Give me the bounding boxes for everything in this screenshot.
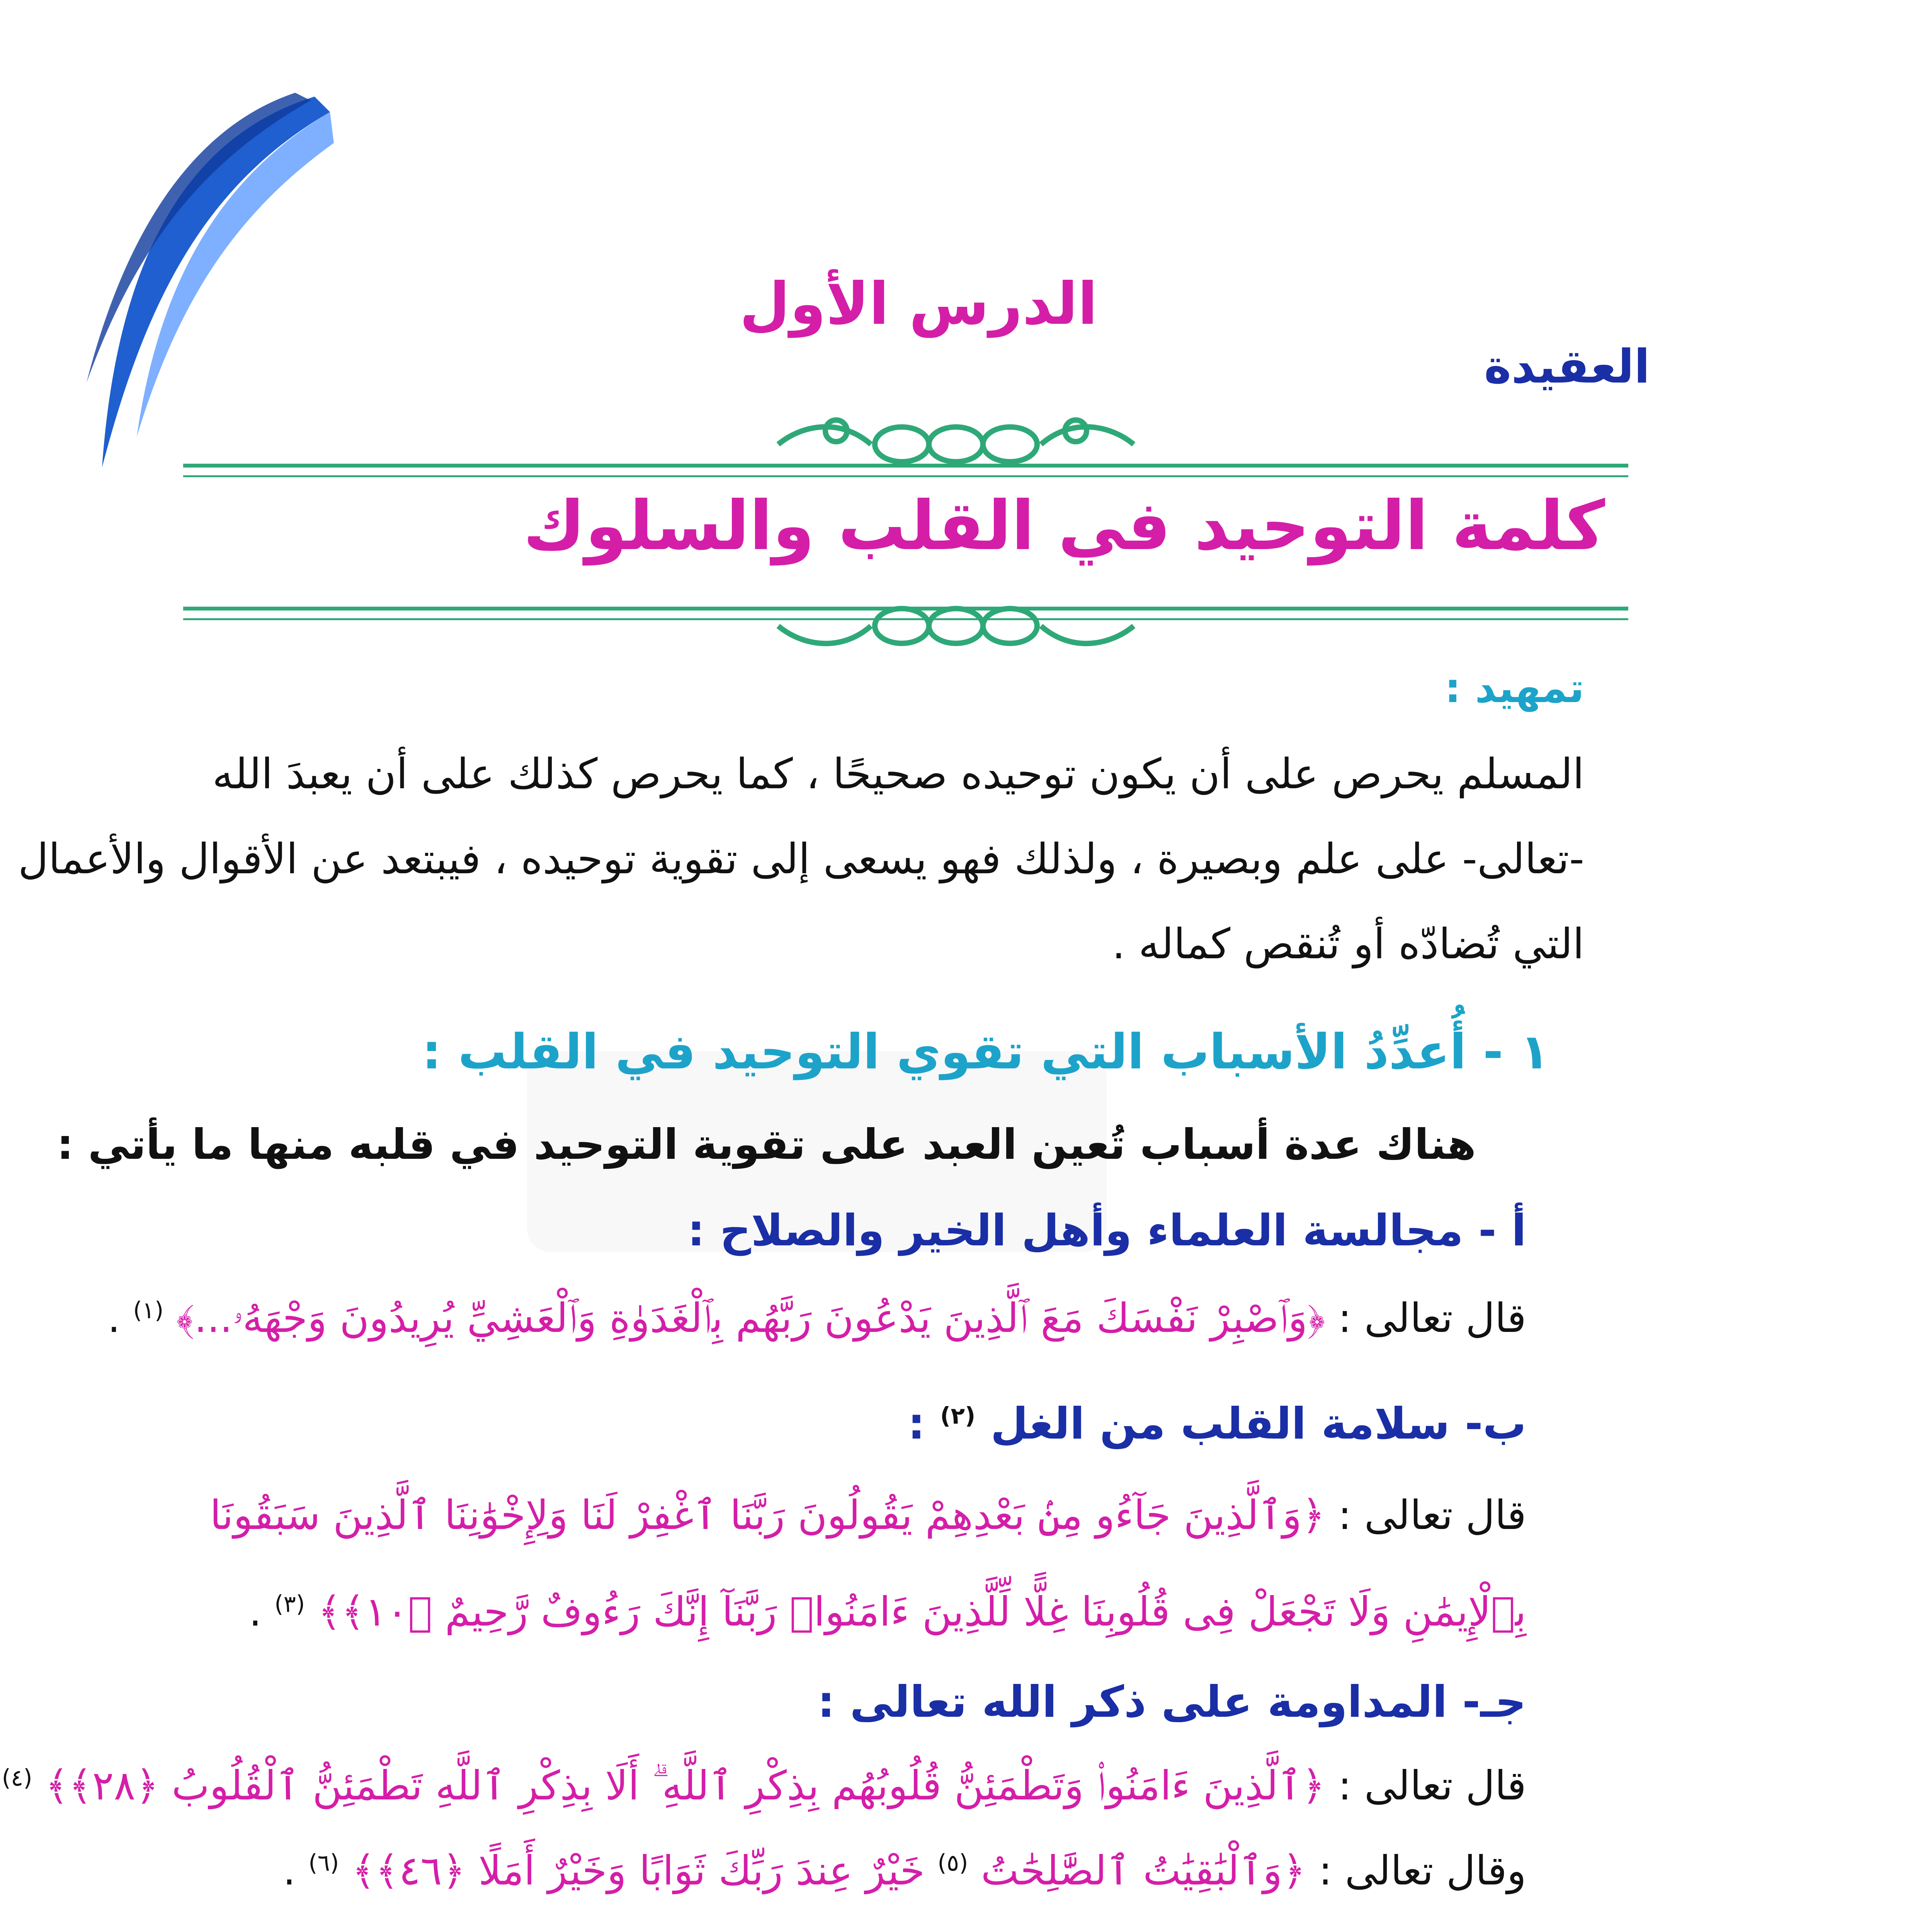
corner-swoosh-decoration bbox=[63, 89, 334, 475]
section-c-lead-1: قال تعالى : bbox=[1338, 1762, 1526, 1809]
section-a-lead: قال تعالى : bbox=[1338, 1294, 1526, 1342]
section-c-end-2: . bbox=[283, 1847, 296, 1894]
section-c-line-1 bbox=[0, 1762, 1526, 1810]
section-a-heading: أ - مجالسة العلماء وأهل الخير والصلاح : bbox=[687, 1206, 1526, 1256]
section-a-ref: (١) bbox=[133, 1297, 164, 1324]
floral-ornament-bottom-icon bbox=[740, 595, 1172, 665]
intro-line-2: -تعالى- على علم وبصيرة ، ولذلك فهو يسعى إلى تقوية توحيده ، فيبتعد عن الأقوال والأعمال bbox=[18, 835, 1584, 883]
intro-label: تمهيد : bbox=[1444, 665, 1584, 712]
subject-label: العقيدة bbox=[1484, 340, 1650, 394]
section-b-end: . bbox=[249, 1588, 262, 1635]
section-c-ref-2: (٦) bbox=[308, 1849, 339, 1877]
lesson-title: الدرس الأول bbox=[740, 270, 1098, 338]
section-c-ref-2a: (٥) bbox=[937, 1849, 968, 1877]
section-a-verse: ﴿وَٱصْبِرْ نَفْسَكَ مَعَ ٱلَّذِينَ يَدْعُونَ رَبَّهُم بِٱلْغَدَوٰةِ وَٱلْعَشِيِّ يُرِيدُونَ وَجْهَهُۥ...﴾ bbox=[176, 1294, 1325, 1342]
section-c-verse-2b: خَيْرٌ عِندَ رَبِّكَ ثَوَابًا وَخَيْرٌ أَمَلًا ﴿٤٦﴾﴾ bbox=[352, 1847, 925, 1894]
section-b-verse-1: ﴿وَٱلَّذِينَ جَآءُو مِنۢ بَعْدِهِمْ يَقُولُونَ رَبَّنَا ٱغْفِرْ لَنَا وَلِإِخْوَٰنِنَا ٱلَّذِينَ سَبَقُونَا bbox=[210, 1492, 1325, 1539]
section-a-end: . bbox=[107, 1294, 121, 1342]
section-b-verse-2: بِٱلْإِيمَٰنِ وَلَا تَجْعَلْ فِى قُلُوبِنَا غِلًّا لِّلَّذِينَ ءَامَنُوا۟ رَبَّنَآ إِنَّكَ رَءُوفٌ رَّحِيمٌ ﴿١٠﴾﴾ bbox=[318, 1588, 1526, 1635]
section-b-heading-line bbox=[908, 1399, 1526, 1449]
section-c-line-2 bbox=[283, 1847, 1526, 1894]
intro-line-3: التي تُضادّه أو تُنقص كماله . bbox=[1112, 920, 1584, 968]
section-b-heading-end: : bbox=[908, 1399, 925, 1449]
section-c-heading: جـ- المداومة على ذكر الله تعالى : bbox=[817, 1677, 1526, 1727]
section-c-verse-1: ﴿ٱلَّذِينَ ءَامَنُوا۟ وَتَطْمَئِنُّ قُلُوبُهُم بِذِكْرِ ٱللَّهِ ۗ أَلَا بِذِكْرِ ٱللَّهِ تَطْمَئِنُّ ٱلْقُلُوبُ ﴿٢٨﴾﴾ bbox=[45, 1762, 1325, 1809]
section-c-lead-2: وقال تعالى : bbox=[1318, 1847, 1526, 1894]
question-heading: ١ - أُعدِّدُ الأسباب التي تقوي التوحيد في القلب : bbox=[422, 1024, 1549, 1080]
question-intro: هناك عدة أسباب تُعين العبد على تقوية التوحيد في قلبه منها ما يأتي : bbox=[57, 1121, 1476, 1169]
intro-line-1: المسلم يحرص على أن يكون توحيده صحيحًا ، كما يحرص كذلك على أن يعبدَ الله bbox=[212, 750, 1584, 798]
section-c-ref-1: (٤) bbox=[2, 1764, 32, 1792]
section-b-lead: قال تعالى : bbox=[1338, 1492, 1526, 1539]
section-b-line-1 bbox=[210, 1492, 1526, 1539]
section-b-line-2 bbox=[249, 1588, 1526, 1635]
section-b-heading-ref: (٢) bbox=[940, 1402, 976, 1430]
section-b-ref: (٣) bbox=[274, 1590, 305, 1618]
section-b-heading: ب- سلامة القلب من الغل bbox=[990, 1399, 1526, 1449]
main-title: كلمة التوحيد في القلب والسلوك bbox=[523, 487, 1605, 565]
section-c-verse-2a: ﴿وَٱلْبَٰقِيَٰتُ ٱلصَّٰلِحَٰتُ bbox=[981, 1847, 1306, 1894]
section-a-line bbox=[107, 1294, 1526, 1342]
floral-ornament-top-icon bbox=[740, 402, 1172, 479]
